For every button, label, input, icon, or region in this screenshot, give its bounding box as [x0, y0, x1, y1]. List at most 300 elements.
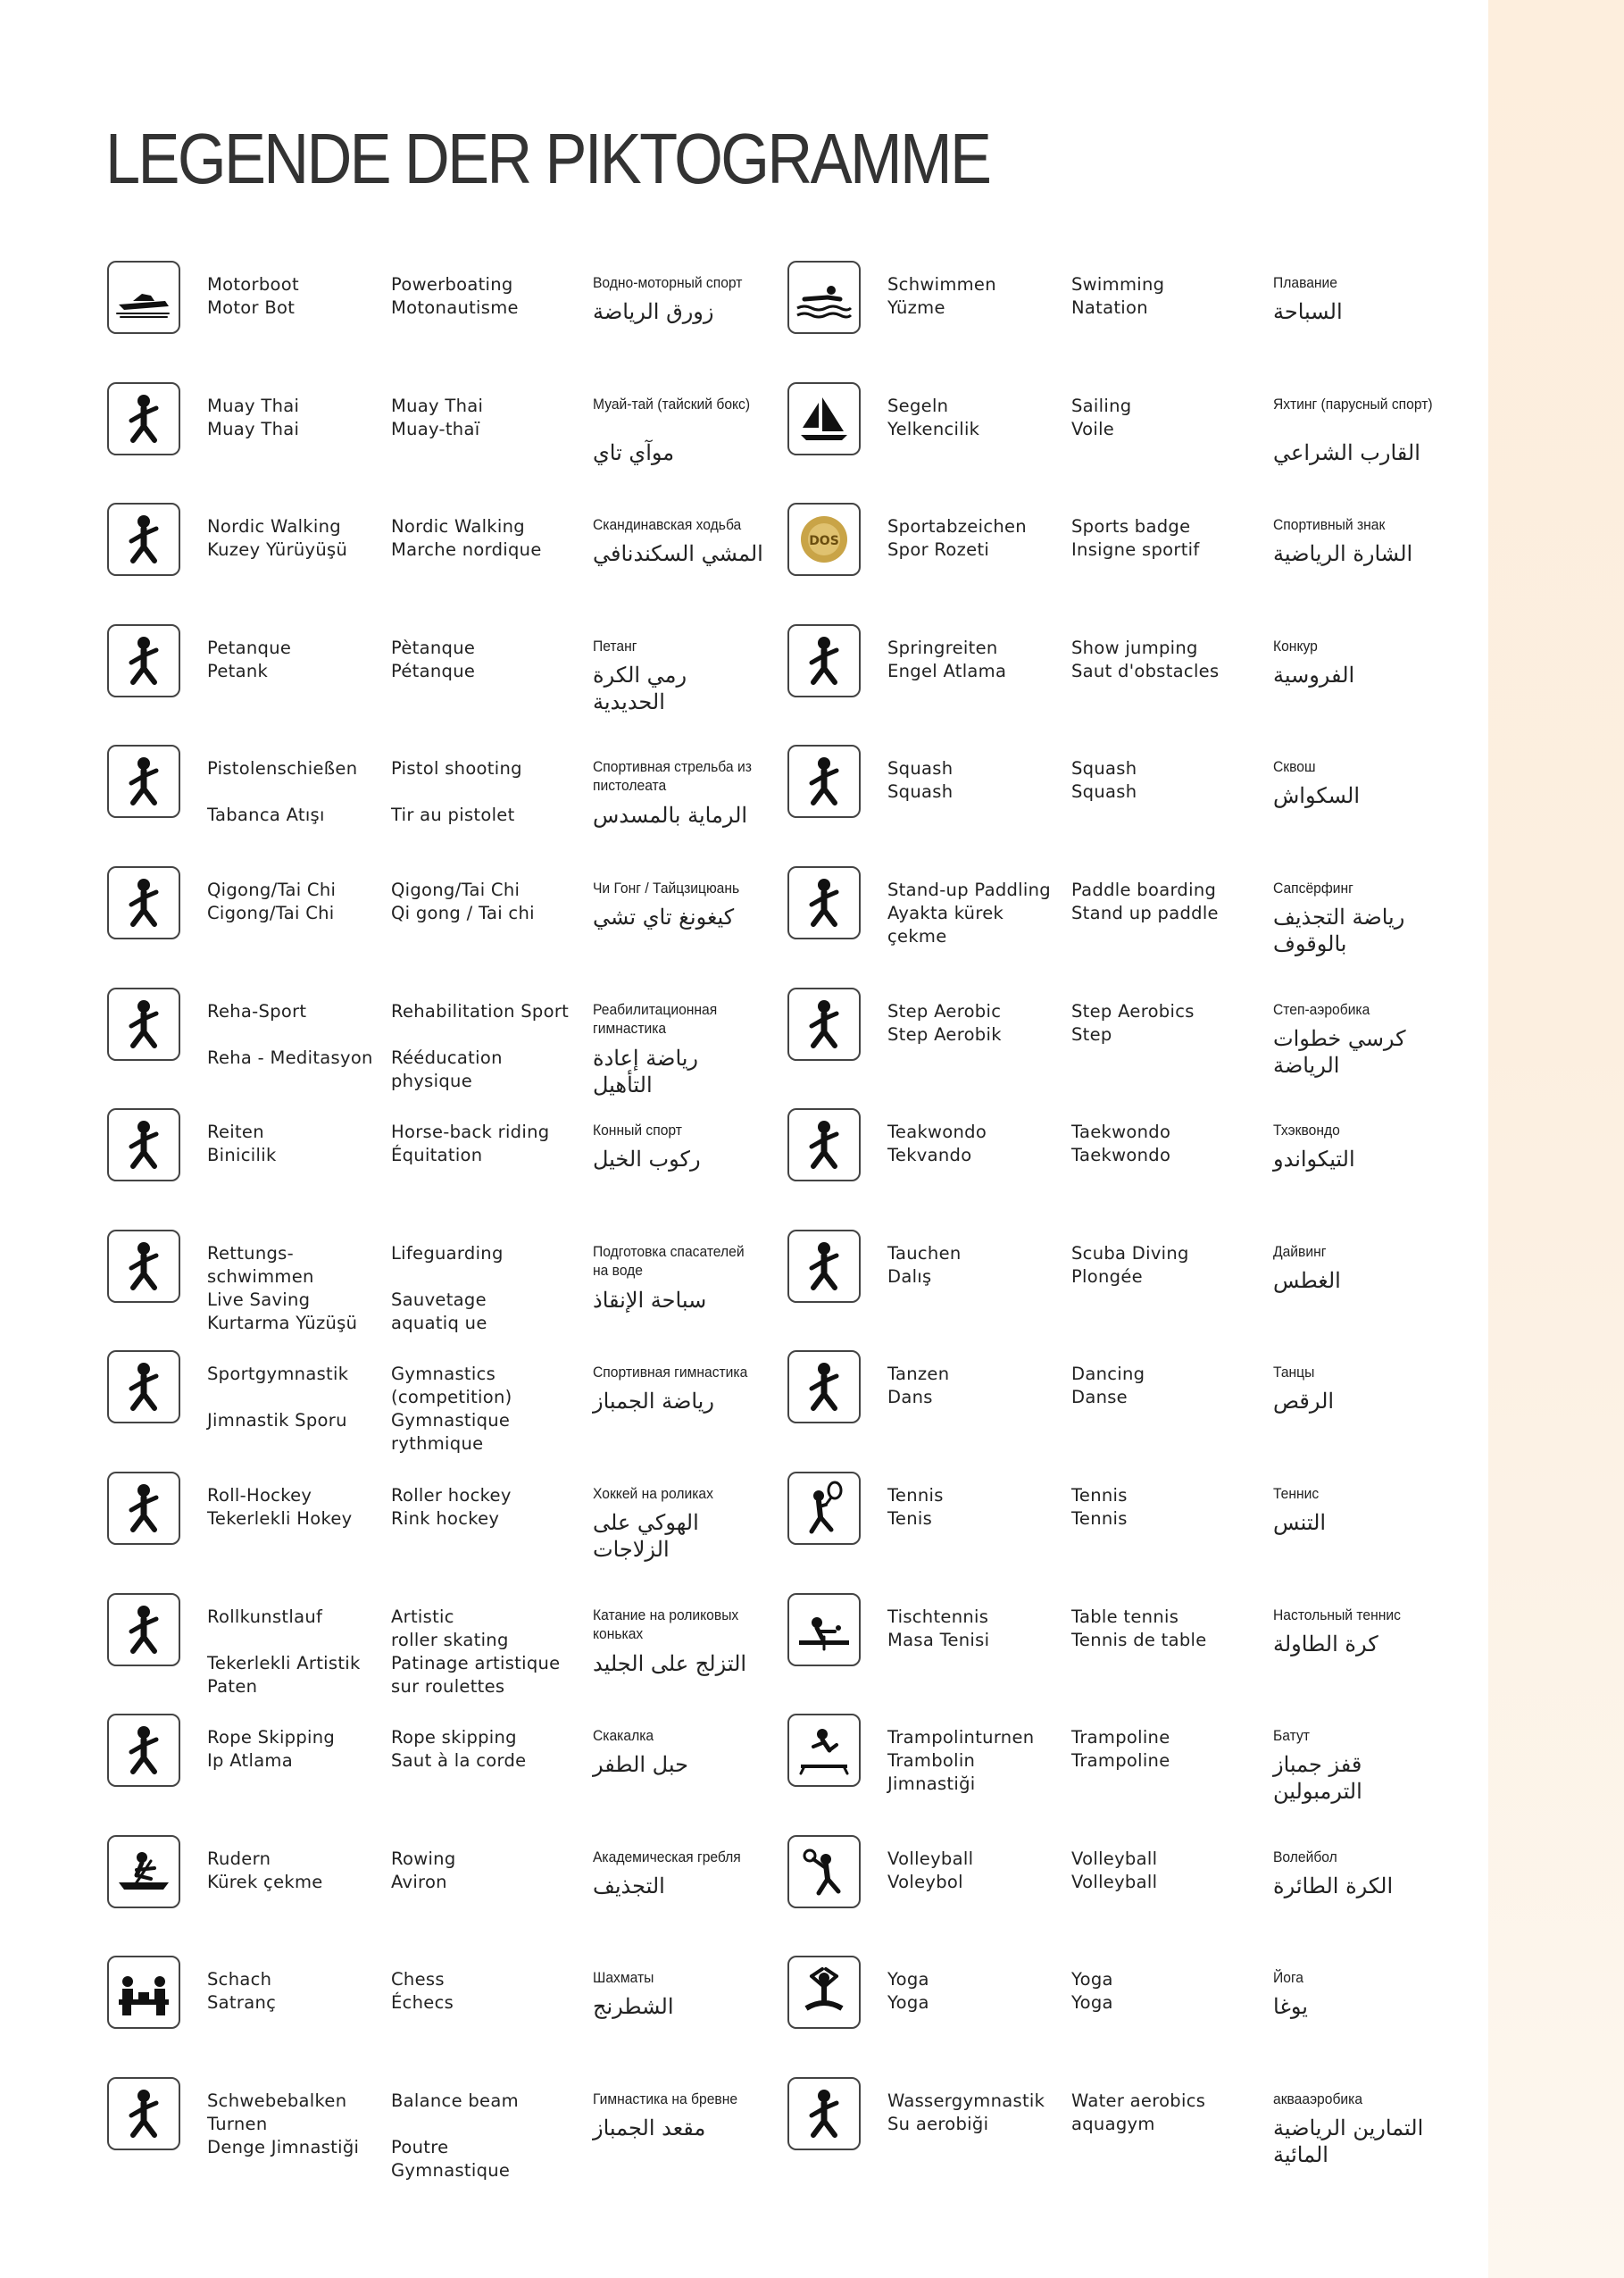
label-russian: Катание на роликовых коньках [593, 1606, 739, 1642]
horse-riding-icon [107, 1108, 180, 1181]
rope-skipping-icon [107, 1714, 180, 1787]
label-arabic: التزلج على الجليد [593, 1650, 747, 1676]
balance-beam-icon [107, 2077, 180, 2150]
label-russian: Конный спорт [593, 1122, 682, 1139]
label-line: Reiten [207, 1122, 264, 1143]
label-arabic: زورق الرياضة [593, 299, 714, 324]
label-line: Pétanque [391, 660, 476, 681]
label-line: Tenis [887, 1507, 933, 1529]
label-english-french [391, 1606, 579, 1698]
label-line: Tennis [887, 1484, 944, 1506]
label-line: Jimnastik Sporu [207, 1410, 347, 1431]
label-russian: Петанг [593, 637, 637, 655]
label-russian: Реабилитационная гимнастика [593, 1000, 718, 1037]
show-jumping-icon [787, 624, 861, 697]
label-line: Muay Thai [207, 395, 300, 416]
label-german-turkish [207, 1242, 386, 1335]
label-arabic: ركوب الخيل [593, 1147, 701, 1172]
label-line: Roller hockey [391, 1484, 512, 1506]
label-arabic: التيكواندو [1273, 1147, 1355, 1172]
roller-skating-icon [107, 1593, 180, 1666]
label-line: Volleyball [1071, 1848, 1158, 1869]
label-german-turkish [887, 1363, 1066, 1409]
label-line: Live Saving [207, 1289, 311, 1310]
label-english-french [391, 1121, 579, 1167]
nordic-walking-icon [107, 503, 180, 576]
paddle-board-icon [787, 866, 861, 939]
label-line: Sportgymnastik [207, 1364, 349, 1385]
label-english-french [1071, 2090, 1259, 2136]
label-line: Tennis [1071, 1507, 1128, 1529]
label-line: Squash [887, 781, 954, 803]
page-title: LEGENDE DER PIKTOGRAMME [105, 119, 990, 198]
label-russian: Йога [1273, 1969, 1304, 1987]
label-english-french [391, 1363, 579, 1456]
label-english-french [391, 1848, 579, 1894]
label-english-french [1071, 879, 1259, 925]
label-arabic: رياضة التجذيف بالوقوف [1273, 904, 1405, 956]
label-line: Sportabzeichen [887, 516, 1027, 538]
label-german-turkish [207, 515, 386, 562]
table-tennis-icon [787, 1593, 861, 1666]
pistol-shooting-icon [107, 745, 180, 818]
decorative-side-band [1488, 0, 1624, 2278]
label-line: Tischtennis [887, 1606, 989, 1627]
label-line: Saut à la corde [391, 1750, 527, 1772]
label-russian: Конкур [1273, 637, 1318, 655]
label-arabic: التنس [1273, 1509, 1327, 1535]
label-arabic: السباحة [1273, 299, 1343, 324]
label-line: Volleyball [1071, 1871, 1158, 1892]
label-russian: Волейбол [1273, 1848, 1337, 1865]
label-line: Water aerobics [1071, 2090, 1206, 2111]
label-line: sur roulettes [391, 1675, 505, 1697]
label-arabic: الغطس [1273, 1267, 1341, 1293]
label-line: Rink hockey [391, 1507, 500, 1529]
sailing-icon [787, 382, 861, 455]
label-line: Nordic Walking [207, 516, 341, 538]
step-aerobic-icon [787, 988, 861, 1061]
label-line: Voleybol [887, 1871, 963, 1892]
label-line: Masa Tenisi [887, 1629, 990, 1650]
label-line: Denge Jimnastiği [207, 2136, 360, 2157]
label-english-french [391, 757, 579, 827]
label-line: Wassergymnastik [887, 2090, 1045, 2111]
label-line: Segeln [887, 395, 949, 416]
label-line: Voile [1071, 418, 1115, 439]
label-arabic: الهوكي على الزلاجات [593, 1509, 699, 1562]
label-english-french [1071, 1968, 1259, 2015]
label-english-french [1071, 1484, 1259, 1531]
label-line: Tabanca Atışı [207, 805, 325, 826]
label-english-french [391, 879, 579, 925]
label-german-turkish [887, 1242, 1066, 1289]
label-line: Ayakta kürek [887, 902, 1004, 923]
label-line: Qigong/Tai Chi [391, 879, 521, 900]
label-german-turkish [887, 757, 1066, 804]
label-arabic: كرة الطاولة [1273, 1631, 1378, 1656]
label-russian: Хоккей на роликах [593, 1484, 713, 1502]
tennis-icon [787, 1472, 861, 1545]
muay-thai-icon [107, 382, 180, 455]
label-line: Danse [1071, 1387, 1128, 1408]
label-arabic: رمي الكرة الحديدية [593, 662, 687, 714]
rowing-icon [107, 1835, 180, 1908]
label-line: Su aerobiği [887, 2113, 989, 2134]
label-arabic: مقعد الجمباز [593, 2115, 706, 2140]
label-line: Qigong/Tai Chi [207, 879, 337, 900]
label-line: Marche nordique [391, 539, 542, 561]
roller-hockey-icon [107, 1472, 180, 1545]
label-russian: Спортивный знак [1273, 516, 1386, 534]
label-english-french [1071, 757, 1259, 804]
label-english-french [391, 1000, 579, 1093]
label-line: Yoga [1071, 1992, 1113, 2014]
label-line: Yoga [1071, 1969, 1113, 1990]
label-line: Tauchen [887, 1242, 962, 1264]
label-german-turkish [887, 1848, 1066, 1894]
label-line: Kuzey Yürüyüşü [207, 539, 348, 561]
label-russian: Спортивная стрельба из пистолеата [593, 758, 752, 795]
label-line: Sauvetage [391, 1289, 487, 1310]
label-line: Nordic Walking [391, 516, 525, 538]
label-german-turkish [887, 1000, 1066, 1047]
label-german-turkish [207, 1968, 386, 2015]
label-line: Step Aerobik [887, 1023, 1002, 1045]
label-line: Rehabilitation Sport [391, 1000, 570, 1022]
label-line: Trampoline [1071, 1727, 1170, 1748]
label-german-turkish [887, 2090, 1066, 2136]
label-line: Teakwondo [887, 1122, 987, 1143]
label-line: Muay Thai [391, 395, 484, 416]
label-line: Kürek çekme [207, 1871, 323, 1892]
label-line: physique [391, 1070, 472, 1091]
label-russian: Шахматы [593, 1969, 654, 1987]
label-german-turkish [887, 1968, 1066, 2015]
label-line: Step Aerobic [887, 1000, 1002, 1022]
label-line: Gymnastique [391, 2159, 511, 2181]
label-line [391, 2113, 579, 2136]
label-russian: Настольный теннис [1273, 1606, 1401, 1623]
label-russian: Степ-аэробика [1273, 1000, 1370, 1018]
label-line: Dans [887, 1387, 933, 1408]
label-english-french [1071, 1121, 1259, 1167]
label-arabic: حبل الطفر [593, 1752, 688, 1778]
label-line: Poutre [391, 2136, 449, 2157]
label-arabic: القارب الشراعي [1273, 439, 1420, 465]
label-line: Tekerlekli Artistik [207, 1652, 361, 1673]
label-german-turkish [207, 637, 386, 683]
label-line: Plongée [1071, 1265, 1143, 1287]
label-german-turkish [207, 1121, 386, 1167]
label-line: Lifeguarding [391, 1242, 504, 1264]
label-line: Motorboot [207, 274, 299, 295]
label-german-turkish [887, 1726, 1066, 1796]
label-arabic: الشطرنج [593, 1994, 674, 2020]
label-line: roller skating [391, 1629, 509, 1650]
label-line: Stand up paddle [1071, 902, 1219, 923]
label-line: Springreiten [887, 637, 998, 658]
label-line: Natation [1071, 297, 1148, 318]
label-english-french [391, 1726, 579, 1773]
label-line: Yelkencilik [887, 418, 980, 439]
label-russian: Плавание [1273, 274, 1337, 291]
label-russian: Теннис [1273, 1484, 1320, 1502]
label-german-turkish [887, 515, 1066, 562]
label-line: Motonautisme [391, 297, 519, 318]
label-line: Trampoline [1071, 1750, 1170, 1772]
label-line: Patinage artistique [391, 1652, 561, 1673]
label-line: Aviron [391, 1871, 447, 1892]
label-english-french [391, 515, 579, 562]
label-line: Dancing [1071, 1364, 1145, 1385]
label-russian: Скакалка [593, 1727, 654, 1745]
label-line: Taekwondo [1071, 1145, 1171, 1166]
label-line: Tir au pistolet [391, 805, 515, 826]
label-line: Rééducation [391, 1047, 503, 1068]
label-line: Swimming [1071, 274, 1165, 295]
label-line [391, 1265, 579, 1289]
label-line [207, 1023, 386, 1047]
label-line: Volleyball [887, 1848, 974, 1869]
label-line: Pistolenschießen [207, 758, 358, 780]
label-line: Binicilik [207, 1145, 277, 1166]
label-line: Paten [207, 1675, 258, 1697]
label-english-french [1071, 1726, 1259, 1773]
label-line: Squash [887, 758, 954, 780]
label-line [391, 780, 579, 804]
label-russian: Чи Гонг / Тайцзицюань [593, 879, 740, 897]
label-line: Yüzme [887, 297, 945, 318]
label-russian: Танцы [1273, 1364, 1315, 1381]
label-line: Tekerlekli Hokey [207, 1507, 353, 1529]
label-line: Schach [207, 1969, 272, 1990]
label-english-french [391, 1968, 579, 2015]
label-line: Schwebebalken [207, 2090, 347, 2111]
rehab-sport-icon [107, 988, 180, 1061]
label-line: Rope skipping [391, 1727, 517, 1748]
label-line [207, 1386, 386, 1409]
label-russian: Сапсёрфинг [1273, 879, 1353, 897]
scuba-diving-icon [787, 1230, 861, 1303]
label-line: çekme [887, 925, 947, 947]
label-line: Turnen [207, 2113, 268, 2134]
label-line: Rudern [207, 1848, 271, 1869]
label-line: Spor Rozeti [887, 539, 990, 561]
label-russian: Сквош [1273, 758, 1316, 776]
label-line: Horse-back riding [391, 1122, 550, 1143]
label-german-turkish [887, 1606, 1066, 1652]
label-line: Step [1071, 1023, 1112, 1045]
label-arabic: التجذيف [593, 1873, 665, 1898]
label-line: Muay-thaï [391, 418, 480, 439]
label-line: Sports badge [1071, 516, 1191, 538]
label-german-turkish [207, 1000, 386, 1070]
label-line: Stand-up Paddling [887, 879, 1051, 900]
label-arabic: سباحة الإنقاذ [593, 1287, 707, 1313]
label-line: Trampolinturnen [887, 1727, 1035, 1748]
label-english-french [1071, 1606, 1259, 1652]
swimming-icon [787, 261, 861, 334]
label-arabic: رياضة إعادة التأهيل [593, 1045, 699, 1097]
label-line: Ip Atlama [207, 1750, 293, 1772]
squash-icon [787, 745, 861, 818]
label-line: Roll-Hockey [207, 1484, 312, 1506]
label-german-turkish [207, 757, 386, 827]
powerboat-icon [107, 261, 180, 334]
label-arabic: كرسي خطوات الرياضة [1273, 1025, 1406, 1078]
label-german-turkish [207, 1606, 386, 1698]
label-line: Paddle boarding [1071, 879, 1217, 900]
label-line: Yoga [887, 1992, 929, 2014]
label-line: Gymnastique [391, 1410, 511, 1431]
label-german-turkish [207, 1848, 386, 1894]
svg-text:DOS: DOS [809, 534, 839, 549]
label-line: Qi gong / Tai chi [391, 902, 535, 923]
label-arabic: رياضة الجمباز [593, 1389, 714, 1414]
label-line: Muay Thai [207, 418, 300, 439]
label-line: Reha - Meditasyon [207, 1047, 373, 1068]
label-line: Table tennis [1071, 1606, 1179, 1627]
label-line: Pistol shooting [391, 758, 522, 780]
label-line [207, 1629, 386, 1652]
lifesaving-icon [107, 1230, 180, 1303]
qigong-icon [107, 866, 180, 939]
label-line: Step Aerobics [1071, 1000, 1195, 1022]
label-german-turkish [887, 1484, 1066, 1531]
label-arabic: كيغونغ تاي تشي [593, 904, 735, 930]
label-line: aquagym [1071, 2113, 1155, 2134]
label-arabic: السكواش [1273, 783, 1361, 809]
label-line: Scuba Diving [1071, 1242, 1189, 1264]
taekwondo-icon [787, 1108, 861, 1181]
label-line [391, 1023, 579, 1047]
label-line: Rowing [391, 1848, 456, 1869]
label-german-turkish [207, 273, 386, 320]
label-german-turkish [887, 273, 1066, 320]
label-line: Insigne sportif [1071, 539, 1200, 561]
label-german-turkish [887, 1121, 1066, 1167]
label-german-turkish [887, 395, 1066, 441]
label-russian: Водно-моторный спорт [593, 274, 743, 291]
label-line: Artistic [391, 1606, 454, 1627]
label-line: Taekwondo [1071, 1122, 1171, 1143]
trampoline-icon [787, 1714, 861, 1787]
label-line: Kurtarma Yüzüşü [207, 1312, 358, 1333]
volleyball-icon [787, 1835, 861, 1908]
label-line: Motor Bot [207, 297, 296, 318]
label-german-turkish [207, 1726, 386, 1773]
label-line: Tennis [1071, 1484, 1128, 1506]
label-line: Chess [391, 1969, 445, 1990]
label-line: Gymnastics [391, 1364, 496, 1385]
label-line: Rettungs- [207, 1242, 294, 1264]
label-russian: Академическая гребля [593, 1848, 741, 1865]
label-line: Dalış [887, 1265, 932, 1287]
label-arabic: موآي تاي [593, 439, 675, 465]
label-russian: Дайвинг [1273, 1242, 1327, 1260]
gymnastics-icon [107, 1350, 180, 1423]
label-german-turkish [887, 637, 1066, 683]
label-arabic: الكرة الطائرة [1273, 1873, 1394, 1898]
label-arabic: يوغا [1273, 1994, 1308, 2020]
label-line: rythmique [391, 1433, 484, 1455]
label-line: Saut d'obstacles [1071, 660, 1220, 681]
label-line: Petanque [207, 637, 292, 658]
label-russian: Батут [1273, 1727, 1310, 1745]
yoga-icon [787, 1956, 861, 2029]
label-german-turkish [207, 2090, 386, 2159]
label-line: Powerboating [391, 274, 513, 295]
label-arabic: الرماية بالمسدس [593, 803, 748, 829]
label-line: Tennis de table [1071, 1629, 1207, 1650]
label-line [207, 780, 386, 804]
label-line: schwimmen [207, 1265, 314, 1287]
label-german-turkish [207, 1484, 386, 1531]
label-english-french [1071, 1000, 1259, 1047]
label-german-turkish [207, 395, 386, 441]
label-english-french [1071, 1363, 1259, 1409]
label-line: Yoga [887, 1969, 929, 1990]
label-line: Équitation [391, 1145, 483, 1166]
label-russian: Гимнастика на бревне [593, 2090, 738, 2107]
label-line: aquatiq ue [391, 1312, 487, 1333]
water-aerobics-icon [787, 2077, 861, 2150]
label-line: Tekvando [887, 1145, 972, 1166]
label-russian: Яхтинг (парусный спорт) [1273, 395, 1433, 413]
chess-icon [107, 1956, 180, 2029]
label-line: Petank [207, 660, 269, 681]
label-line: Satranç [207, 1992, 277, 2014]
label-line: Rollkunstlauf [207, 1606, 323, 1627]
label-german-turkish [207, 879, 386, 925]
label-english-french [391, 1484, 579, 1531]
label-russian: аквааэробика [1273, 2090, 1363, 2107]
label-line: Squash [1071, 781, 1137, 803]
label-line: Show jumping [1071, 637, 1198, 658]
label-german-turkish [207, 1363, 386, 1432]
label-english-french [1071, 637, 1259, 683]
label-arabic: الشارة الرياضية [1273, 541, 1413, 567]
petanque-icon [107, 624, 180, 697]
label-russian: Спортивная гимнастика [593, 1364, 748, 1381]
label-line: Cigong/Tai Chi [207, 902, 335, 923]
label-arabic: الفروسية [1273, 662, 1355, 688]
dancing-icon [787, 1350, 861, 1423]
label-russian: Муай-тай (тайский бокс) [593, 395, 751, 413]
label-line: Pètanque [391, 637, 476, 658]
label-english-french [1071, 273, 1259, 320]
label-english-french [391, 273, 579, 320]
label-line: Squash [1071, 758, 1137, 780]
label-line: Rope Skipping [207, 1727, 336, 1748]
label-russian: Подготовка спасателей на воде [593, 1242, 745, 1279]
label-arabic: قفز جمباز الترمبولين [1273, 1752, 1362, 1805]
label-line: Échecs [391, 1992, 454, 2014]
label-arabic: الرقص [1273, 1389, 1335, 1414]
label-russian: Тхэквондо [1273, 1122, 1340, 1139]
label-line: Reha-Sport [207, 1000, 307, 1022]
label-english-french [1071, 1242, 1259, 1289]
label-line: Tanzen [887, 1364, 950, 1385]
label-german-turkish [887, 879, 1066, 948]
label-russian: Скандинавская ходьба [593, 516, 742, 534]
label-english-french [391, 637, 579, 683]
label-english-french [391, 2090, 579, 2182]
label-arabic: التمارين الرياضية المائية [1273, 2115, 1424, 2167]
label-line: Balance beam [391, 2090, 519, 2111]
label-line: Sailing [1071, 395, 1132, 416]
